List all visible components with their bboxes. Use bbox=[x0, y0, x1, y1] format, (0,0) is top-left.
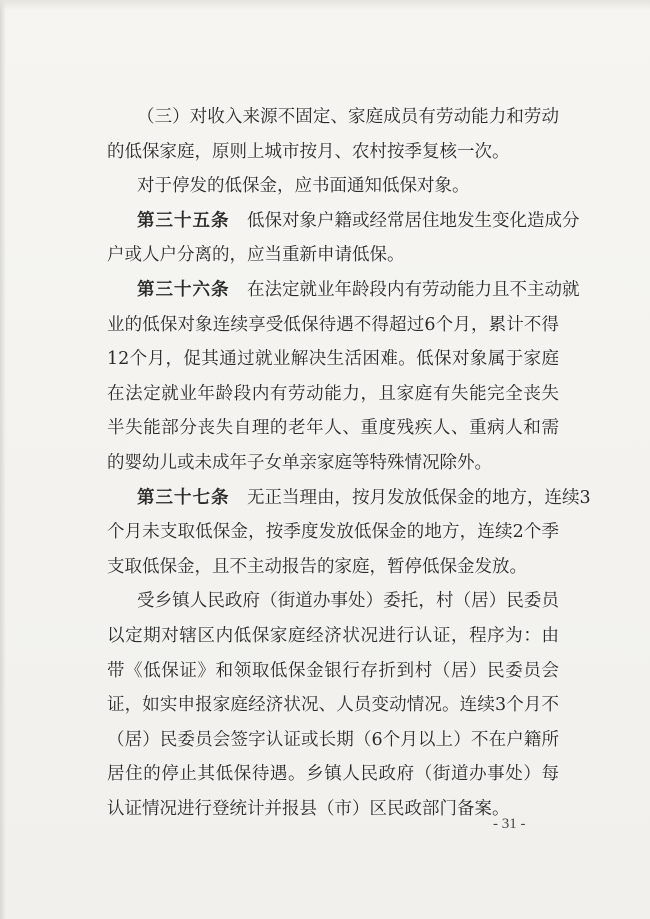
text-line: 对于停发的低保金，应书面通知低保对象。 bbox=[137, 176, 470, 197]
text-line bbox=[107, 273, 580, 308]
text-line: （三）对收入来源不固定、家庭成员有劳动能力和劳动 bbox=[137, 107, 559, 127]
text-line: 居住的停止其低保待遇。乡镇人民政府（街道办事处）每 bbox=[107, 764, 559, 785]
text-span: 无正当理由，按月发放低保金的地方，连续3 bbox=[247, 487, 591, 508]
text-line: 带《低保证》和领取低保金银行存折到村（居）民委员会 bbox=[107, 660, 559, 681]
text-span: 低保对象户籍或经常居住地发生变化造成分 bbox=[247, 210, 580, 231]
page-top-shadow bbox=[0, 0, 650, 10]
text-line: 的婴幼儿或未成年子女单亲家庭等特殊情况除外。 bbox=[107, 452, 492, 473]
text-line: 受乡镇人民政府（街道办事处）委托，村（居）民委员 bbox=[137, 591, 559, 612]
text-line: 户或人户分离的，应当重新申请低保。 bbox=[107, 245, 405, 266]
article-35 bbox=[107, 204, 580, 273]
text-span: 在法定就业年龄段内有劳动能力且不主动就 bbox=[247, 279, 580, 300]
text-line bbox=[107, 204, 580, 239]
text-line bbox=[107, 481, 591, 516]
paragraph bbox=[107, 100, 559, 169]
article-heading: 第三十五条 bbox=[137, 210, 230, 231]
text-line: 证，如实申报家庭经济状况、人员变动情况。连续3个月不 bbox=[107, 695, 559, 716]
article-heading: 第三十六条 bbox=[137, 279, 230, 300]
text-line: 在法定就业年龄段内有劳动能力，且家庭有失能完全丧失 bbox=[107, 383, 559, 404]
text-line: 认证情况进行登统计并报县（市）区民政部门备案。 bbox=[107, 798, 510, 819]
text-line: 的低保家庭，原则上城市按月、农村按季复核一次。 bbox=[107, 141, 510, 162]
document-body bbox=[107, 100, 591, 826]
article-37 bbox=[107, 481, 591, 585]
text-line: 半失能部分丧失自理的老年人、重度残疾人、重病人和需 bbox=[107, 418, 559, 439]
article-36 bbox=[107, 273, 580, 481]
text-line: 12个月，促其通过就业解决生活困难。低保对象属于家庭 bbox=[107, 349, 559, 370]
text-line: 业的低保对象连续享受低保待遇不得超过6个月，累计不得 bbox=[107, 314, 559, 335]
text-line: 以定期对辖区内低保家庭经济状况进行认证，程序为：由 bbox=[107, 625, 559, 646]
paragraph bbox=[107, 584, 559, 826]
paragraph bbox=[107, 169, 559, 204]
page-number: - 31 - bbox=[493, 816, 526, 832]
article-heading: 第三十七条 bbox=[137, 487, 230, 508]
text-line: （居）民委员会签字认证或长期（6个月以上）不在户籍所 bbox=[107, 729, 559, 750]
text-line: 支取低保金，且不主动报告的家庭，暂停低保金发放。 bbox=[107, 556, 527, 577]
text-line: 个月未支取低保金，按季度发放低保金的地方，连续2个季 bbox=[107, 522, 559, 543]
page-edge-shadow bbox=[0, 0, 6, 919]
